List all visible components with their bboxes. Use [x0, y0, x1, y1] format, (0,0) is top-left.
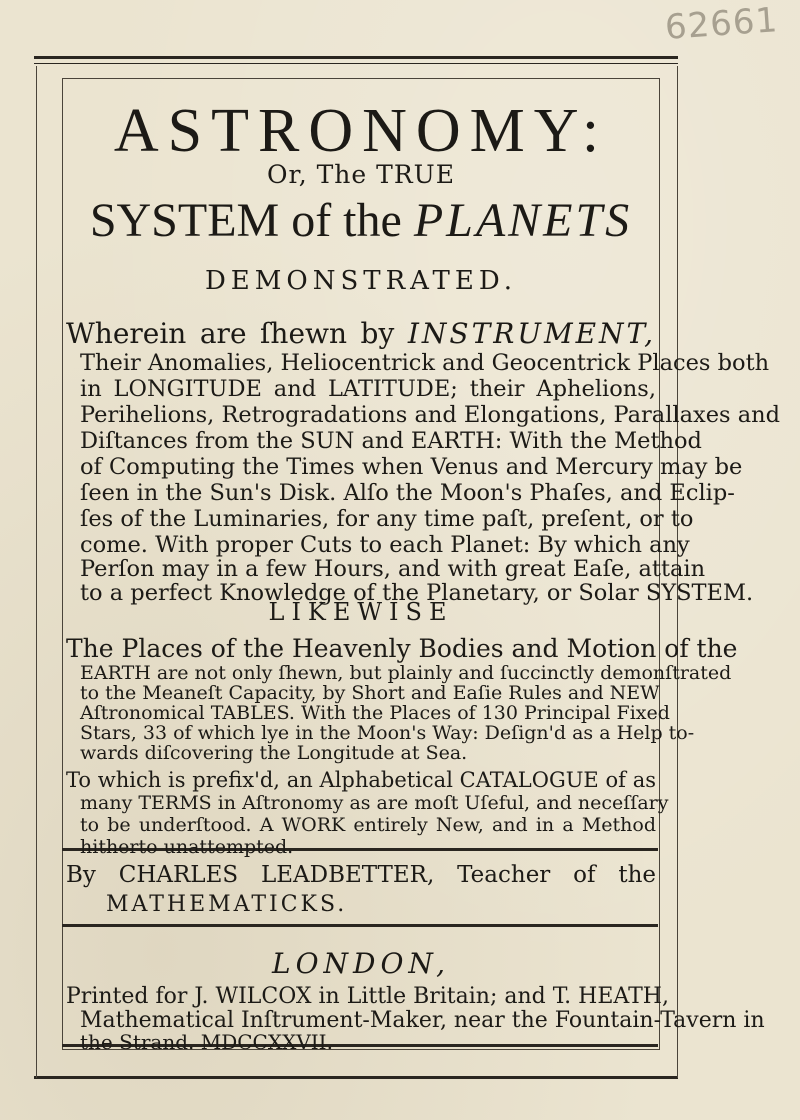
- wherein-line: Their Anomalies, Heliocentrick and Geocentrick Places both: [80, 350, 770, 376]
- demonstrated-line: DEMONSTRATED.: [204, 266, 518, 296]
- shelfmark: 62661: [663, 0, 780, 48]
- wherein-line: in LONGITUDE and LATITUDE; their Aphelions,: [80, 376, 656, 402]
- imprint-line: the Strand. MDCCXXVII.: [80, 1030, 333, 1054]
- system-text: SYSTEM of the: [89, 194, 402, 247]
- wherein-line: Perihelions, Retrogradations and Elongations, Parallaxes and: [80, 402, 781, 428]
- wherein-line: of Computing the Times when Venus and Mercury may be: [80, 454, 743, 480]
- top-rule: [34, 56, 678, 59]
- likewise-line: to the Meaneſt Capacity, by Short and Eaſie Rules and NEW: [80, 682, 660, 704]
- instrument-word: INSTRUMENT,: [407, 317, 657, 350]
- likewise-line: Stars, 33 of which lye in the Moon's Way: Deſign'd as a Help to-: [80, 722, 695, 744]
- catalogue-line: hitherto unattempted.: [80, 836, 294, 858]
- likewise-lead: The Places of the Heavenly Bodies and Motion of the: [66, 634, 738, 663]
- likewise-heading: LIKEWISE: [268, 598, 454, 626]
- catalogue-line: to be underſtood. A WORK entirely New, and in a Method: [80, 814, 656, 836]
- author-title: MATHEMATICKS.: [106, 892, 348, 917]
- wherein-line: Diſtances from the SUN and EARTH: With the Method: [80, 428, 702, 454]
- wherein-lead: Wherein are ſhewn by: [66, 317, 395, 350]
- likewise-line: wards diſcovering the Longitude at Sea.: [80, 742, 468, 764]
- planets-text: PLANETS: [413, 194, 633, 247]
- imprint-line: Mathematical Inſtrument-Maker, near the Fountain-Tavern in: [80, 1008, 765, 1033]
- system-title: [66, 194, 656, 247]
- wherein-line: Perſon may in a few Hours, and with great Eaſe, attain: [80, 556, 706, 582]
- main-title: ASTRONOMY:: [113, 97, 609, 165]
- wherein-line: ſes of the Luminaries, for any time paſt, preſent, or to: [80, 506, 694, 532]
- top-rule-thin: [34, 63, 678, 64]
- catalogue-line: To which is prefix'd, an Alphabetical CATALOGUE of as: [66, 768, 656, 792]
- imprint-line: Printed for J. WILCOX in Little Britain; and T. HEATH,: [66, 984, 669, 1009]
- wherein-line: ſeen in the Sun's Disk. Alſo the Moon's Phaſes, and Eclip-: [80, 480, 735, 506]
- author-rule-bottom: [62, 924, 658, 927]
- wherein-line: come. With proper Cuts to each Planet: By which any: [80, 532, 690, 558]
- subtitle: Or, The TRUE: [267, 160, 455, 189]
- author-line: By CHARLES LEADBETTER, Teacher of the: [66, 862, 656, 888]
- likewise-line: EARTH are not only ſhewn, but plainly and ſuccinctly demonſtrated: [80, 662, 732, 684]
- imprint-city: LONDON,: [271, 947, 451, 980]
- catalogue-line: many TERMS in Aſtronomy as are moſt Uſeful, and neceſſary: [80, 792, 669, 814]
- wherein-line: to a perfect Knowledge of the Planetary, or Solar SYSTEM.: [80, 580, 754, 606]
- wherein-lead-line: [66, 317, 657, 350]
- likewise-line: Aſtronomical TABLES. With the Places of 130 Principal Fixed: [80, 702, 670, 724]
